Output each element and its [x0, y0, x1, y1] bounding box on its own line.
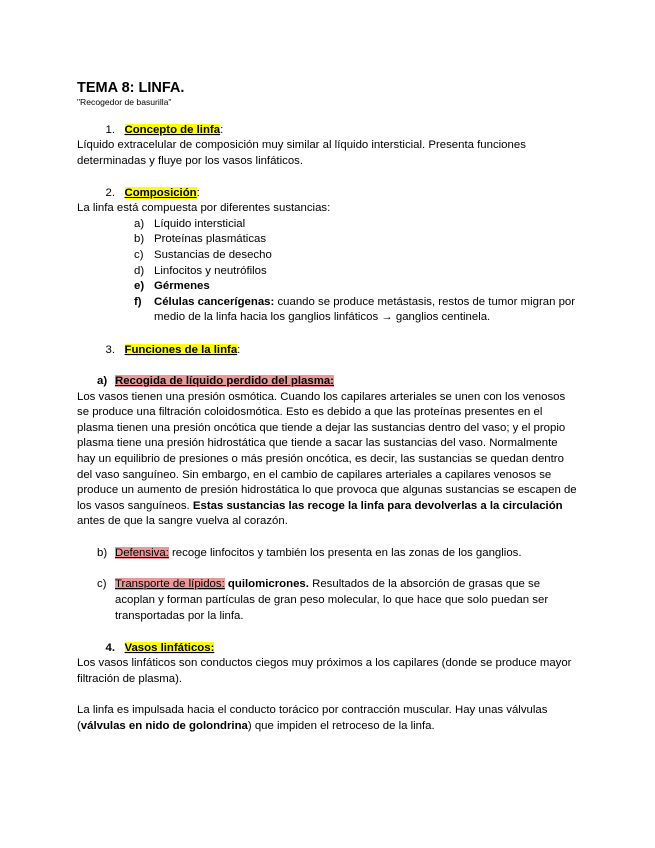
- list-item: e) Gérmenes: [134, 280, 210, 293]
- section-number: 4.: [105, 642, 115, 655]
- function-c: c) Transporte de lípidos: quilomicrones. Resultados de la absorción de grasas que se acoplan y forman partículas de gran peso molecular, lo que hace que solo puedan ser transportadas por la linfa.: [97, 578, 549, 622]
- section-2-heading: 2. Composición:: [77, 185, 577, 201]
- function-b: b) Defensiva: recoge linfocitos y también los presenta en las zonas de los ganglios.: [97, 546, 522, 559]
- section-4-text-2: La linfa es impulsada hacia el conducto torácico por contracción muscular. Hay unas válvulas (válvulas en nido de golondrina) que impiden el retroceso de la linfa.: [77, 704, 548, 733]
- list-item: c) Sustancias de desecho: [134, 248, 272, 261]
- section-3-heading: 3. Funciones de la linfa:: [77, 342, 577, 358]
- section-4-text-1: Los vasos linfáticos son conductos ciegos muy próximos a los capilares (donde se produce mayor filtración de plasma).: [77, 657, 572, 685]
- function-c-label: Transporte de lípidos:: [115, 578, 225, 591]
- page-subtitle: "Recogedor de basurilla": [77, 97, 172, 107]
- function-a-label: Recogida de líquido perdido del plasma:: [115, 374, 334, 387]
- section-label: Vasos linfáticos:: [124, 642, 215, 655]
- section-number: 3.: [105, 343, 115, 356]
- section-label: Concepto de linfa: [124, 124, 221, 136]
- section-1-heading: 1. Concepto de linfa:: [77, 122, 577, 138]
- composition-list: [77, 217, 577, 326]
- section-number: 2.: [105, 187, 115, 200]
- function-a-text: Los vasos tienen una presión osmótica. Cuando los capilares arteriales se unen con los venosos se produce una filtración coloidosmótica. Esto es debido a que las proteínas presentes en el plasma tienen una presión oncótica que tiende a dejar las sustancias dentro del vaso; y el propio plasma tiene una presión hidrostática que tiende a sacar las sustancias del vaso. Normalmente hay un equilibrio de presiones o más presión oncótica, es decir, las sustancias se quedan dentro del vaso sanguíneo. Sin embargo, en el cambio de capilares arteriales a capilares venosos se produce un aumento de presión hidrostática lo que provoca que algunas sustancias se escapen de los vasos sanguíneos. Estas sustancias las recoge la linfa para devolverlas a la circulación antes de que la sangre vuelva al corazón.: [77, 390, 577, 528]
- section-label: Composición: [124, 187, 197, 200]
- section-label: Funciones de la linfa: [124, 343, 238, 356]
- list-item: d) Linfocitos y neutrófilos: [134, 264, 267, 277]
- page-title: TEMA 8: LINFA.: [77, 80, 185, 96]
- list-item: b) Proteínas plasmáticas: [134, 233, 267, 246]
- list-item: a) Líquido intersticial: [134, 217, 246, 230]
- document-page: [77, 79, 577, 735]
- function-a-heading: a) Recogida de líquido perdido del plasma:: [97, 374, 334, 387]
- list-item: f) Células cancerígenas: cuando se produce metástasis, restos de tumor migran por medio de la linfa hacia los ganglios linfáticos → ganglios centinela.: [134, 295, 576, 324]
- section-number: 1.: [105, 124, 115, 136]
- section-2-intro: La linfa está compuesta por diferentes sustancias:: [77, 202, 331, 215]
- section-1-text: Líquido extracelular de composición muy similar al líquido intersticial. Presenta funciones determinadas y fluye por los vasos linfáticos.: [77, 139, 526, 167]
- function-b-label: Defensiva:: [115, 546, 169, 559]
- section-4-heading: [77, 640, 577, 656]
